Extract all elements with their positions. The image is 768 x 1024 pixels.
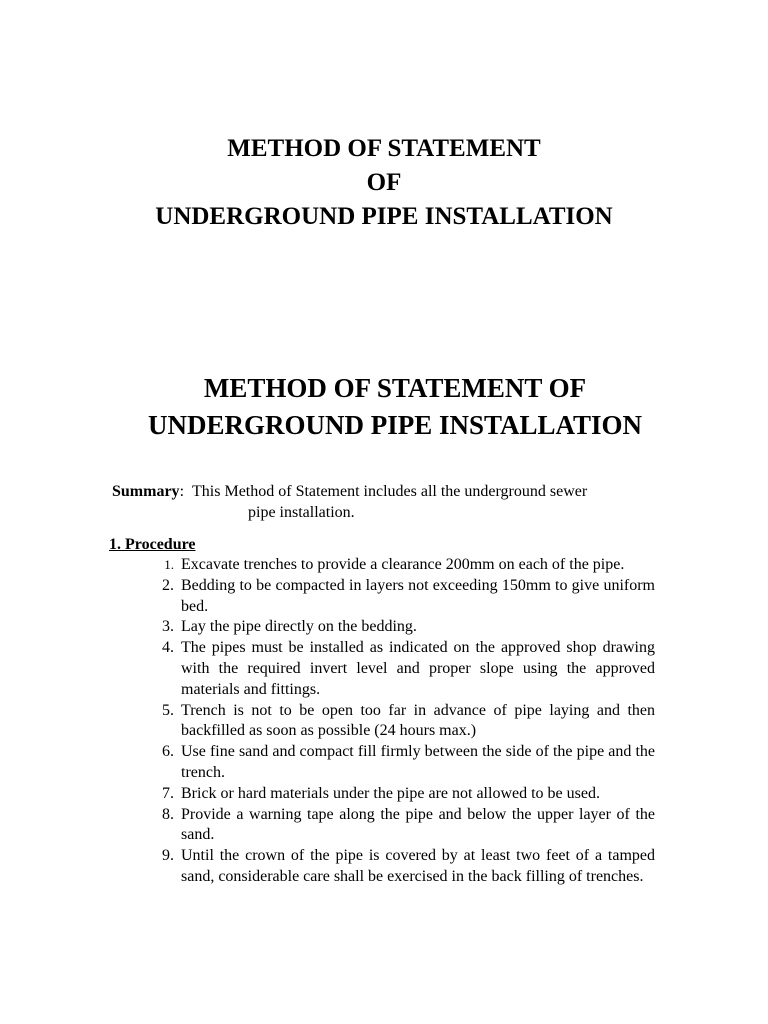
procedure-item-number: 5. xyxy=(162,701,174,719)
procedure-item-text: Brick or hard materials under the pipe are not allowed to be used. xyxy=(181,784,600,802)
procedure-item xyxy=(150,576,655,618)
procedure-item-text: Provide a warning tape along the pipe and below the upper layer of the sand. xyxy=(181,805,655,844)
summary-text-line-1: This Method of Statement includes all the underground sewer xyxy=(192,483,588,500)
summary-text-line-2: pipe installation. xyxy=(248,504,355,521)
procedure-item xyxy=(150,555,655,576)
procedure-item-number: 1. xyxy=(164,557,174,572)
procedure-item-text: Trench is not to be open too far in advance of pipe laying and then backfilled as soon as possible (24 hours max.) xyxy=(181,701,655,740)
procedure-item-text: The pipes must be installed as indicated on the approved shop drawing with the required invert level and proper slope using the approved materials and fittings. xyxy=(181,639,655,698)
procedure-item xyxy=(150,805,655,847)
procedure-item-number: 3. xyxy=(162,618,174,636)
summary-colon: : xyxy=(179,483,185,500)
procedure-item-number: 2. xyxy=(162,576,174,594)
procedure-item xyxy=(150,742,655,784)
cover-title-line-3: UNDERGROUND PIPE INSTALLATION xyxy=(155,203,613,230)
procedure-item-text: Lay the pipe directly on the bedding. xyxy=(181,618,417,636)
procedure-heading: 1. Procedure xyxy=(109,536,196,553)
procedure-item-text: Excavate trenches to provide a clearance 200mm on each of the pipe. xyxy=(181,556,625,573)
procedure-item xyxy=(150,701,655,743)
summary-paragraph xyxy=(112,481,657,523)
document-heading-line-1: METHOD OF STATEMENT OF xyxy=(203,373,587,403)
procedure-item-number: 9. xyxy=(162,847,174,865)
procedure-item xyxy=(150,784,655,805)
cover-title-line-2: OF xyxy=(366,169,402,196)
document-heading-line-2: UNDERGROUND PIPE INSTALLATION xyxy=(147,410,643,440)
procedure-item-number: 7. xyxy=(162,784,174,802)
cover-title-line-1: METHOD OF STATEMENT xyxy=(227,135,541,162)
summary-line-1 xyxy=(112,481,657,502)
cover-title xyxy=(0,132,768,234)
procedure-item-number: 6. xyxy=(162,743,174,761)
summary-label: Summary xyxy=(112,483,180,500)
procedure-item-number: 8. xyxy=(162,805,174,823)
procedure-item xyxy=(150,638,655,700)
document-heading xyxy=(0,370,768,444)
procedure-item xyxy=(150,846,655,888)
procedure-item xyxy=(150,617,655,638)
procedure-list xyxy=(150,555,655,888)
procedure-item-text: Bedding to be compacted in layers not exceeding 150mm to give uniform bed. xyxy=(181,576,655,615)
procedure-item-text: Use fine sand and compact fill firmly between the side of the pipe and the trench. xyxy=(181,743,655,781)
procedure-item-text: Until the crown of the pipe is covered by at least two feet of a tamped sand, considerable care shall be exercised in the back filling of trenches. xyxy=(181,847,655,885)
procedure-item-number: 4. xyxy=(162,639,174,657)
